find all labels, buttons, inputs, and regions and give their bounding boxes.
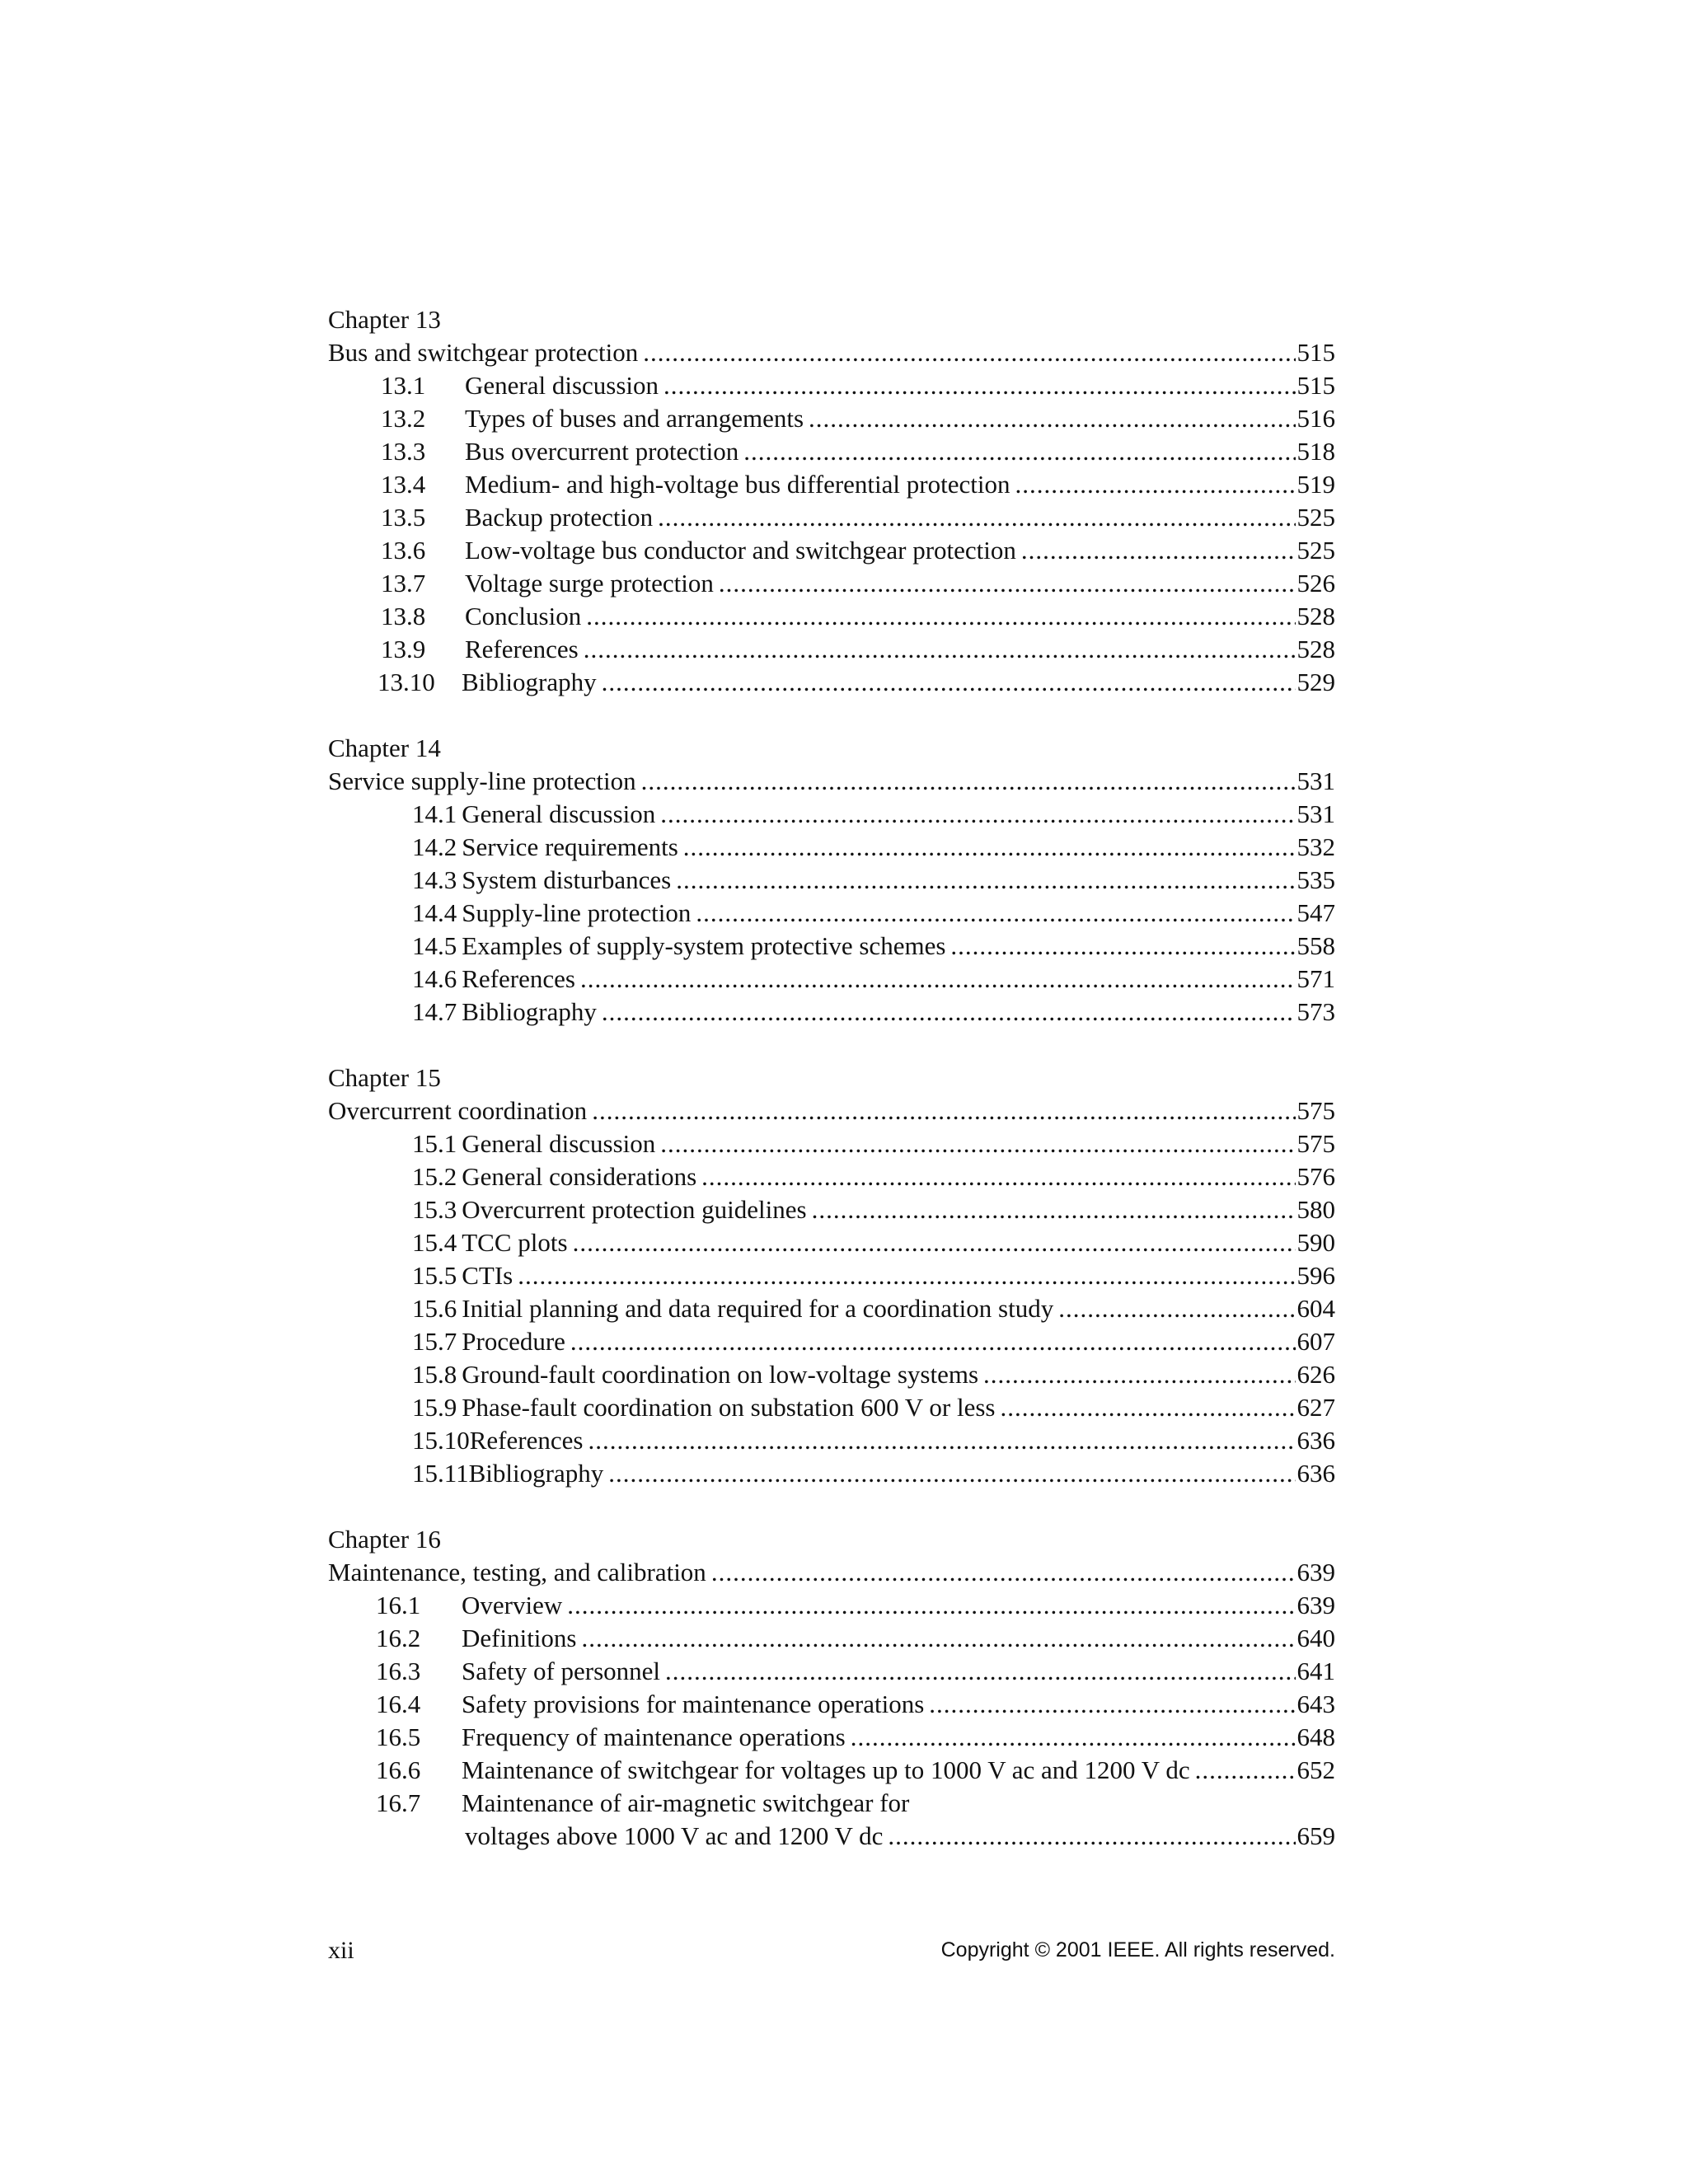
toc-entry[interactable] (328, 930, 1335, 963)
section-title: Bibliography (468, 1459, 604, 1488)
toc-entry[interactable] (328, 1688, 1335, 1721)
page-number: 525 (1296, 503, 1335, 532)
dot-leader (743, 435, 1295, 468)
dot-leader (660, 1127, 1295, 1160)
dot-leader (660, 798, 1295, 831)
page-number: 518 (1296, 437, 1335, 466)
page-number: 515 (1296, 338, 1335, 367)
page-number: 528 (1296, 635, 1335, 663)
chapter-14 (328, 732, 1335, 1029)
section-title: Types of buses and arrangements (465, 404, 804, 433)
dot-leader (929, 1688, 1295, 1721)
toc-entry[interactable] (328, 1622, 1335, 1655)
dot-leader (1021, 534, 1296, 567)
section-number: 13.10 (377, 668, 435, 696)
page-number: 604 (1296, 1294, 1335, 1323)
dot-leader (602, 666, 1296, 699)
dot-leader (812, 1193, 1296, 1226)
page-number: 547 (1296, 898, 1335, 927)
page-number: 659 (1296, 1821, 1335, 1850)
chapter-15 (328, 1062, 1335, 1490)
toc-entry[interactable] (328, 1721, 1335, 1754)
dot-leader (676, 864, 1295, 897)
dot-leader (665, 1655, 1295, 1688)
page-number: 516 (1296, 404, 1335, 433)
toc-entry[interactable] (328, 468, 1335, 501)
section-title: TCC plots (462, 1228, 568, 1257)
section-number: 13.9 (381, 635, 426, 663)
toc-entry[interactable] (328, 864, 1335, 897)
toc-entry[interactable] (328, 1589, 1335, 1622)
page-number: 531 (1296, 799, 1335, 828)
section-number: 14.4 (412, 898, 457, 927)
section-number: 15.7 (412, 1327, 457, 1356)
section-title: Examples of supply-system protective schemes (462, 931, 946, 960)
section-title: Low-voltage bus conductor and switchgear protection (465, 536, 1016, 565)
page-footer (328, 1937, 1335, 1970)
toc-entry[interactable] (328, 1424, 1335, 1457)
toc-entry[interactable] (328, 1754, 1335, 1787)
page-number: 626 (1296, 1360, 1335, 1389)
section-title-continued: voltages above 1000 V ac and 1200 V dc (465, 1821, 884, 1850)
section-number: 14.6 (412, 964, 457, 993)
toc-entry[interactable] (328, 1655, 1335, 1688)
chapter-title-row[interactable] (328, 1094, 1335, 1127)
section-title: Initial planning and data required for a coordination study (462, 1294, 1054, 1323)
section-number: 13.2 (381, 404, 426, 433)
section-title: References (465, 635, 579, 663)
section-title: Bus overcurrent protection (465, 437, 739, 466)
section-number: 15.4 (412, 1228, 457, 1257)
section-number: 15.1 (412, 1129, 457, 1158)
page-number: 515 (1296, 371, 1335, 400)
toc-entry[interactable] (328, 831, 1335, 864)
section-title: General discussion (465, 371, 659, 400)
toc-entry[interactable] (328, 435, 1335, 468)
toc-entry[interactable] (328, 1325, 1335, 1358)
page-number: 648 (1296, 1722, 1335, 1751)
chapter-label: Chapter 13 (328, 305, 441, 334)
chapter-label: Chapter 15 (328, 1063, 441, 1092)
dot-leader (602, 996, 1296, 1029)
section-title: Bibliography (462, 668, 597, 696)
section-number: 13.7 (381, 569, 426, 598)
section-title: Definitions (462, 1624, 577, 1652)
dot-leader (851, 1721, 1296, 1754)
page-number: 643 (1296, 1690, 1335, 1718)
page-number: 519 (1296, 470, 1335, 499)
dot-leader (584, 633, 1296, 666)
page-number: 641 (1296, 1657, 1335, 1685)
chapter-title: Bus and switchgear protection (328, 338, 639, 367)
page-number: 558 (1296, 931, 1335, 960)
toc-entry[interactable] (328, 1259, 1335, 1292)
dot-leader (592, 1094, 1295, 1127)
dot-leader (643, 336, 1295, 369)
toc-entry[interactable] (328, 1160, 1335, 1193)
page-number: 627 (1296, 1393, 1335, 1422)
section-title: Medium- and high-voltage bus differential protection (465, 470, 1010, 499)
section-title: Safety of personnel (462, 1657, 661, 1685)
toc-entry[interactable] (328, 402, 1335, 435)
section-number: 16.3 (376, 1657, 421, 1685)
page-number: 607 (1296, 1327, 1335, 1356)
dot-leader (586, 600, 1295, 633)
dot-leader (809, 402, 1295, 435)
dot-leader (570, 1325, 1296, 1358)
section-number: 15.8 (412, 1360, 457, 1389)
page-number: 640 (1296, 1624, 1335, 1652)
section-title: Safety provisions for maintenance operations (462, 1690, 925, 1718)
section-number: 14.5 (412, 931, 457, 960)
section-number: 15.6 (412, 1294, 457, 1323)
page-number: 528 (1296, 602, 1335, 630)
section-title: Procedure (462, 1327, 565, 1356)
section-number: 16.7 (376, 1788, 421, 1817)
section-number: 16.1 (376, 1591, 421, 1619)
dot-leader (608, 1457, 1295, 1490)
page-number: 571 (1296, 964, 1335, 993)
toc-entry[interactable] (328, 1193, 1335, 1226)
toc-entry[interactable] (328, 1457, 1335, 1490)
dot-leader (573, 1226, 1296, 1259)
section-title: Overview (462, 1591, 563, 1619)
section-number: 13.5 (381, 503, 426, 532)
section-title: Phase-fault coordination on substation 600 V or less (462, 1393, 996, 1422)
chapter-title-row[interactable] (328, 1556, 1335, 1589)
page-number: 575 (1296, 1129, 1335, 1158)
dot-leader (1000, 1391, 1295, 1424)
section-number: 15.10 (412, 1426, 470, 1455)
chapter-title-row[interactable] (328, 765, 1335, 798)
folio-page-number: xii (328, 1937, 354, 1964)
toc-entry[interactable] (328, 534, 1335, 567)
section-title: Bibliography (462, 997, 597, 1026)
section-title: References (462, 964, 575, 993)
dot-leader (580, 963, 1296, 996)
toc-entry[interactable] (328, 1226, 1335, 1259)
section-title: Service requirements (462, 832, 678, 861)
page-number: 652 (1296, 1755, 1335, 1784)
section-title: General discussion (462, 799, 656, 828)
dot-leader (1015, 468, 1295, 501)
toc-entry[interactable] (328, 369, 1335, 402)
section-title: Maintenance of switchgear for voltages up to 1000 V ac and 1200 V dc (462, 1755, 1190, 1784)
section-title: Conclusion (465, 602, 582, 630)
section-number: 16.6 (376, 1755, 421, 1784)
section-number: 15.2 (412, 1162, 457, 1191)
section-title: Maintenance of air-magnetic switchgear for (462, 1788, 910, 1817)
toc-entry[interactable] (328, 897, 1335, 930)
section-number: 13.8 (381, 602, 426, 630)
page-number: 575 (1296, 1096, 1335, 1125)
section-number: 14.1 (412, 799, 457, 828)
page-number: 531 (1296, 766, 1335, 795)
section-number: 14.2 (412, 832, 457, 861)
page-number: 526 (1296, 569, 1335, 598)
section-number: 14.3 (412, 865, 457, 894)
page-number: 590 (1296, 1228, 1335, 1257)
section-title: General considerations (462, 1162, 697, 1191)
section-number: 15.11 (412, 1459, 469, 1488)
toc-entry[interactable] (328, 1292, 1335, 1325)
page-number: 573 (1296, 997, 1335, 1026)
section-title: Overcurrent protection guidelines (462, 1195, 807, 1224)
page-number: 532 (1296, 832, 1335, 861)
dot-leader (683, 831, 1296, 864)
chapter-13 (328, 303, 1335, 699)
dot-leader (950, 930, 1295, 963)
toc-entry[interactable] (328, 1787, 1335, 1820)
toc-entry[interactable] (328, 798, 1335, 831)
toc-entry[interactable] (328, 1358, 1335, 1391)
toc-entry[interactable] (328, 963, 1335, 996)
chapter-title-row[interactable] (328, 336, 1335, 369)
dot-leader (658, 501, 1295, 534)
dot-leader (567, 1589, 1295, 1622)
section-number: 13.1 (381, 371, 426, 400)
section-number: 16.2 (376, 1624, 421, 1652)
section-number: 16.4 (376, 1690, 421, 1718)
chapter-16 (328, 1523, 1335, 1853)
chapter-label: Chapter 14 (328, 733, 441, 762)
dot-leader (641, 765, 1296, 798)
section-title: Backup protection (465, 503, 654, 532)
dot-leader (701, 1160, 1295, 1193)
dot-leader (888, 1820, 1295, 1853)
section-title: Supply-line protection (462, 898, 692, 927)
section-number: 14.7 (412, 997, 457, 1026)
toc-entry[interactable] (328, 501, 1335, 534)
page-number: 639 (1296, 1591, 1335, 1619)
section-number: 15.9 (412, 1393, 457, 1422)
dot-leader (663, 369, 1295, 402)
page-number: 636 (1296, 1426, 1335, 1455)
toc-entry[interactable] (328, 996, 1335, 1029)
section-title: CTIs (462, 1261, 513, 1290)
dot-leader (711, 1556, 1296, 1589)
page-number: 639 (1296, 1558, 1335, 1586)
page-number: 535 (1296, 865, 1335, 894)
section-title: Ground-fault coordination on low-voltage systems (462, 1360, 979, 1389)
dot-leader (582, 1622, 1296, 1655)
chapter-title: Overcurrent coordination (328, 1096, 588, 1125)
toc-entry[interactable] (328, 567, 1335, 600)
section-title: Frequency of maintenance operations (462, 1722, 846, 1751)
chapter-title: Maintenance, testing, and calibration (328, 1558, 706, 1586)
toc-entry[interactable] (328, 1391, 1335, 1424)
dot-leader (983, 1358, 1295, 1391)
section-number: 13.4 (381, 470, 426, 499)
section-title: System disturbances (462, 865, 672, 894)
section-number: 13.6 (381, 536, 426, 565)
page-number: 580 (1296, 1195, 1335, 1224)
toc-entry-continuation[interactable] (328, 1820, 1335, 1853)
section-title: Voltage surge protection (465, 569, 714, 598)
toc-entry[interactable] (328, 600, 1335, 633)
section-title: General discussion (462, 1129, 656, 1158)
table-of-contents (328, 303, 1335, 1886)
page-number: 529 (1296, 668, 1335, 696)
section-title: References (469, 1426, 584, 1455)
toc-entry[interactable] (328, 633, 1335, 666)
section-number: 13.3 (381, 437, 426, 466)
page-number: 636 (1296, 1459, 1335, 1488)
chapter-label: Chapter 16 (328, 1525, 441, 1554)
section-number: 16.5 (376, 1722, 421, 1751)
toc-entry[interactable] (328, 1127, 1335, 1160)
dot-leader (1195, 1754, 1296, 1787)
page-number: 525 (1296, 536, 1335, 565)
copyright-notice: Copyright © 2001 IEEE. All rights reserved. (940, 1938, 1335, 1961)
page-number: 596 (1296, 1261, 1335, 1290)
section-number: 15.5 (412, 1261, 457, 1290)
dot-leader (518, 1259, 1295, 1292)
page-number: 576 (1296, 1162, 1335, 1191)
dot-leader (719, 567, 1296, 600)
dot-leader (588, 1424, 1295, 1457)
dot-leader (1058, 1292, 1295, 1325)
toc-entry[interactable] (328, 666, 1335, 699)
dot-leader (696, 897, 1295, 930)
chapter-title: Service supply-line protection (328, 766, 636, 795)
section-number: 15.3 (412, 1195, 457, 1224)
